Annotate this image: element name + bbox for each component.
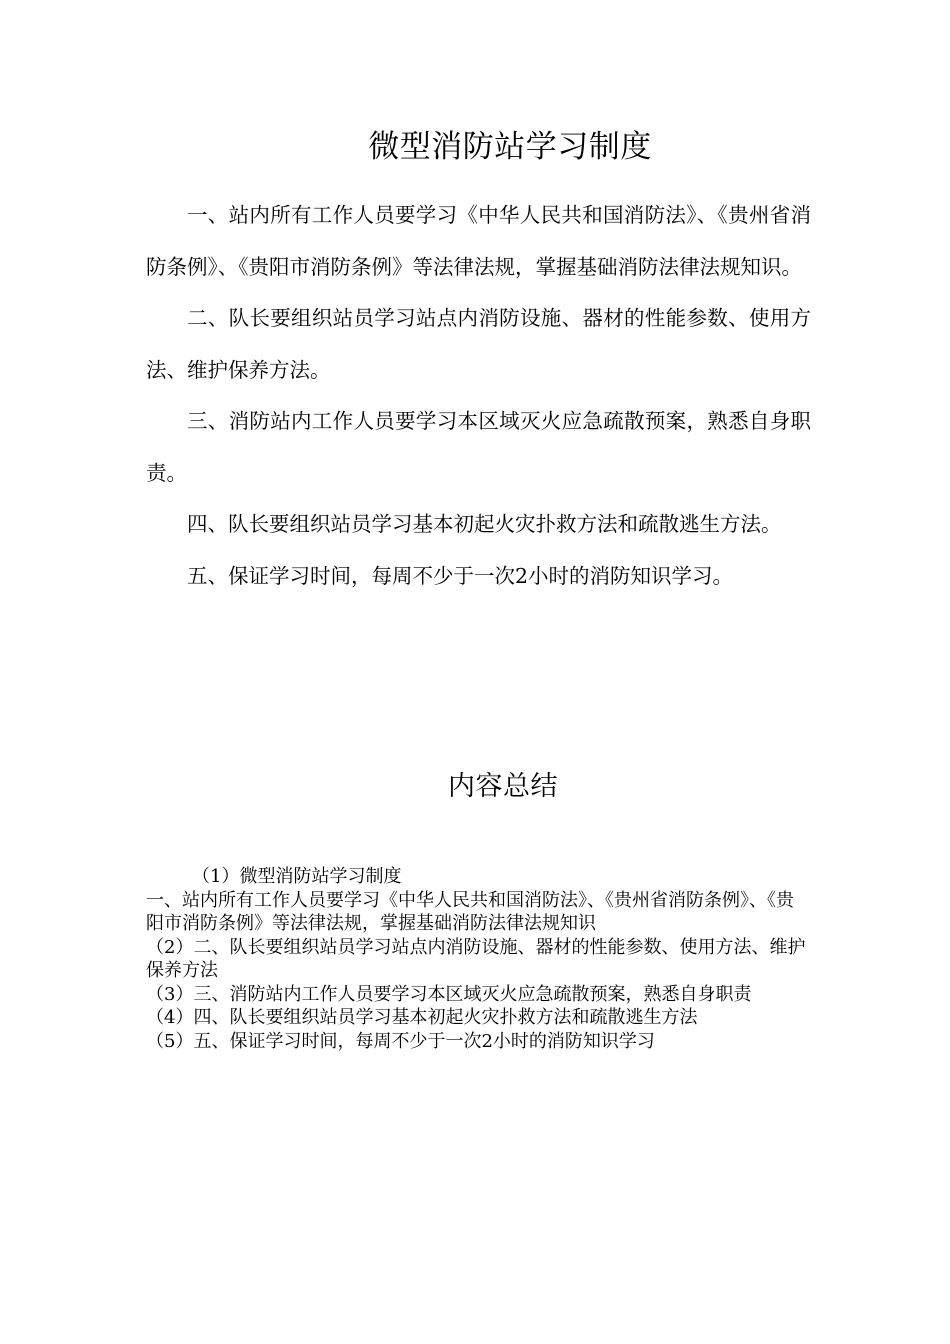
paragraph-3: 三、消防站内工作人员要学习本区域灭火应急疏散预案，熟悉自身职责。 — [146, 409, 811, 485]
summary-item-1-detail: 一、站内所有工作人员要学习《中华人民共和国消防法》、《贵州省消防条例》、《贵阳市消防条例》等法律法规，掌握基础消防法律法规知识 — [146, 889, 794, 934]
document-body — [146, 190, 811, 602]
paragraph-1: 一、站内所有工作人员要学习《中华人民共和国消防法》、《贵州省消防条例》、《贵阳市消防条例》等法律法规，掌握基础消防法律法规知识。 — [146, 203, 811, 279]
paragraph-4: 四、队长要组织站员学习基本初起火灾扑救方法和疏散逃生方法。 — [187, 512, 782, 536]
summary-item-2: （2）二、队长要组织站员学习站点内消防设施、器材的性能参数、使用方法、维护保养方法 — [146, 936, 806, 981]
summary-list — [146, 865, 811, 1053]
summary-item-5: （5）五、保证学习时间，每周不少于一次2小时的消防知识学习 — [146, 1030, 655, 1052]
summary-item-1: （1）微型消防站学习制度 — [192, 866, 402, 887]
document-title: 微型消防站学习制度 — [368, 129, 652, 165]
paragraph-2: 二、队长要组织站员学习站点内消防设施、器材的性能参数、使用方法、维护保养方法。 — [146, 306, 811, 382]
summary-item-4: （4）四、队长要组织站员学习基本初起火灾扑救方法和疏散逃生方法 — [146, 1007, 698, 1028]
paragraph-5: 五、保证学习时间，每周不少于一次2小时的消防知识学习。 — [187, 563, 734, 588]
summary-item-3: （3）三、消防站内工作人员要学习本区域灭火应急疏散预案，熟悉自身职责 — [146, 983, 752, 1005]
summary-title: 内容总结 — [448, 771, 558, 802]
